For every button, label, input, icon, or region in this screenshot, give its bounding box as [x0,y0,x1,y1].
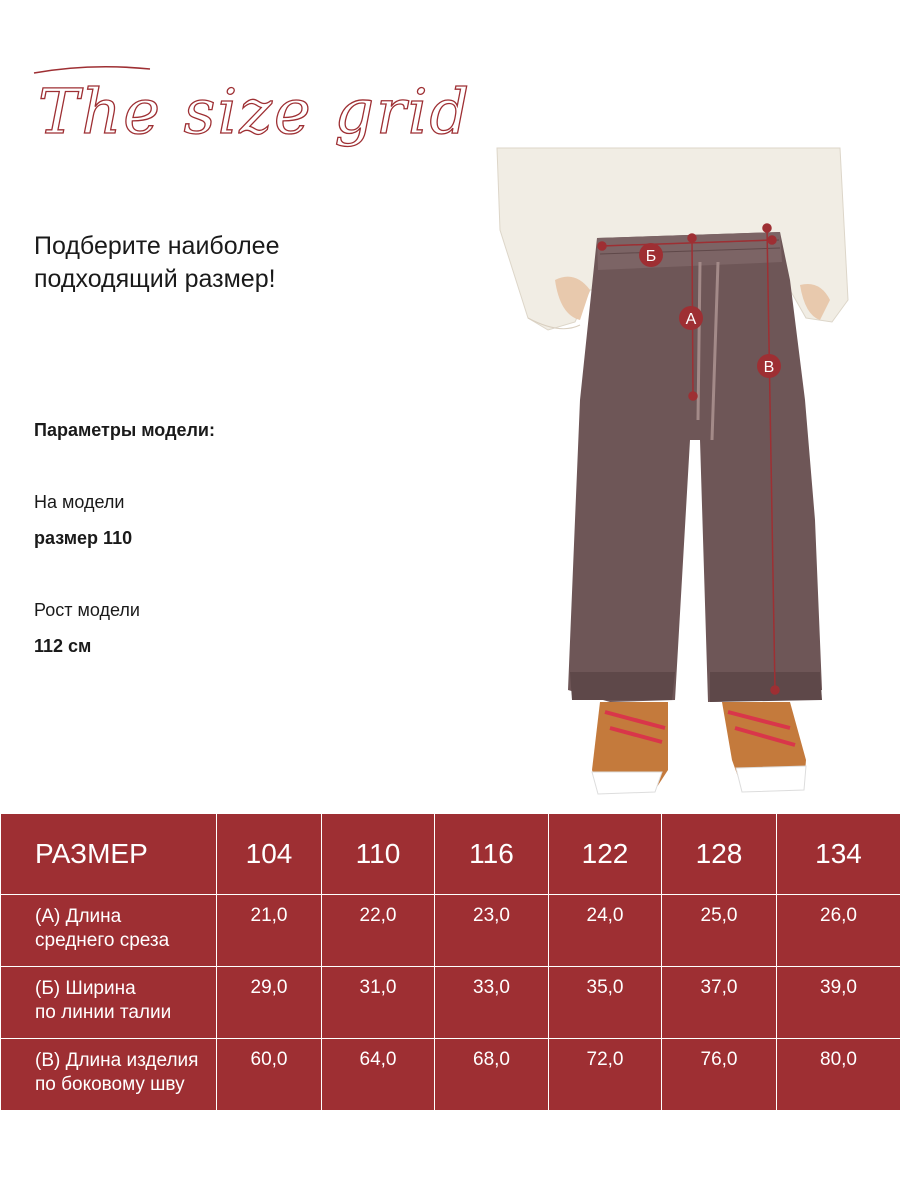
size-col-header: 104 [217,814,322,895]
marker-v-label: В [763,359,775,376]
size-table [0,813,900,1111]
size-col-header: 128 [662,814,777,895]
table-cell: 64,0 [322,1039,435,1111]
row-label-line-2: по линии талии [35,1002,172,1023]
marker-b [639,243,663,267]
table-cell: 76,0 [662,1039,777,1111]
table-cell: 68,0 [435,1039,549,1111]
product-photo [480,140,900,800]
subtitle-line-1: Подберите наиболее [34,232,280,260]
table-cell: 31,0 [322,967,435,1039]
table-cell: 37,0 [662,967,777,1039]
table-row [1,1039,900,1111]
table-cell: 26,0 [777,895,900,967]
table-cell: 33,0 [435,967,549,1039]
table-cell: 24,0 [549,895,662,967]
pants [568,232,822,702]
size-table-header [1,814,900,895]
table-cell: 22,0 [322,895,435,967]
size-col-header: 116 [435,814,549,895]
table-row [1,895,900,967]
table-cell: 39,0 [777,967,900,1039]
table-cell: 60,0 [217,1039,322,1111]
table-cell: 29,0 [217,967,322,1039]
table-row [1,967,900,1039]
size-header-label: РАЗМЕР [1,814,217,895]
row-label-line-1: (Б) Ширина [35,978,136,999]
size-col-header: 134 [777,814,900,895]
size-col-header: 122 [549,814,662,895]
row-label-line-2: среднего среза [35,930,170,951]
model-height-label: Рост модели [34,600,140,620]
table-cell: 35,0 [549,967,662,1039]
script-title-text: The size grid [38,75,472,148]
model-size-value: размер 110 [34,528,133,548]
marker-a-label: А [685,311,697,328]
row-label [1,1039,217,1111]
subtitle [34,230,414,296]
table-cell: 25,0 [662,895,777,967]
model-height-value: 112 см [34,636,92,656]
script-title [30,55,490,165]
table-cell: 23,0 [435,895,549,967]
table-cell: 80,0 [777,1039,900,1111]
marker-a [679,306,703,330]
row-label [1,895,217,967]
model-params-heading: Параметры модели: [34,420,215,440]
table-cell: 72,0 [549,1039,662,1111]
marker-b-label: Б [645,248,657,265]
table-cell: 21,0 [217,895,322,967]
row-label [1,967,217,1039]
size-col-header: 110 [322,814,435,895]
subtitle-line-2: подходящий размер! [34,265,276,293]
row-label-line-2: по боковому шву [35,1074,185,1095]
row-label-line-1: (А) Длина [35,906,122,927]
model-size-label: На модели [34,492,125,512]
marker-v [757,354,781,378]
row-label-line-1: (В) Длина изделия [35,1050,199,1071]
